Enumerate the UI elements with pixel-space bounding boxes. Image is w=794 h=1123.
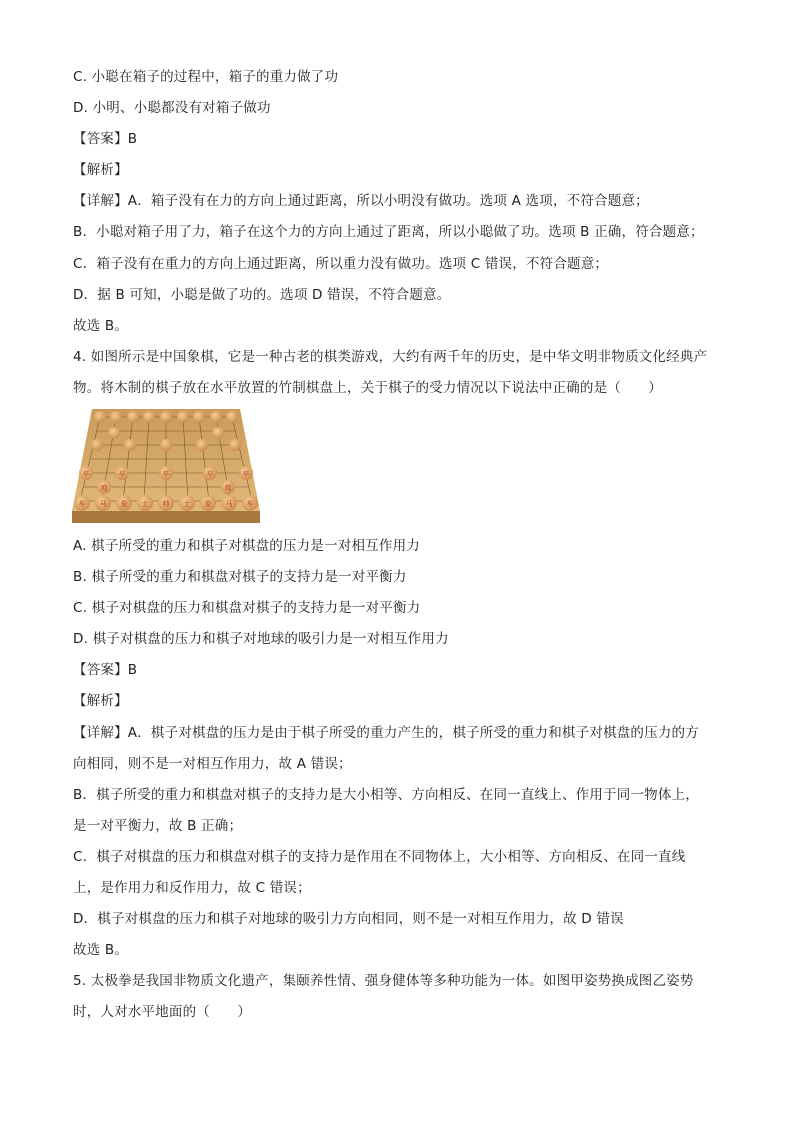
piece-label: 车	[78, 500, 86, 508]
q4-analysis-label: 【解析】	[73, 693, 128, 709]
q4-stem-line-2: 物。将木制的棋子放在水平放置的竹制棋盘上，关于棋子的受力情况以下说法中正确的是（ ）	[73, 380, 663, 396]
piece-label: 炮	[224, 484, 232, 492]
piece-label: 卒	[206, 470, 214, 478]
q3-conclusion: 故选 B。	[73, 318, 129, 334]
q4-detail-c-line-2: 上，是作用力和反作用力，故 C 错误；	[73, 880, 311, 896]
piece-label: 卒	[82, 470, 90, 478]
q4-answer: 【答案】B	[73, 662, 138, 678]
q3-analysis-label: 【解析】	[73, 162, 128, 178]
piece-label: 士	[141, 500, 149, 508]
q4-stem-line-1: 4. 如图所示是中国象棋，它是一种古老的棋类游戏，大约有两千年的历史，是中华文明非物质文化经典产	[73, 349, 708, 365]
piece-label: 车	[246, 500, 254, 508]
piece-label: 卒	[118, 470, 126, 478]
q4-option-d: D. 棋子对棋盘的压力和棋子对地球的吸引力是一对相互作用力	[73, 631, 449, 647]
piece-label: 卒	[162, 470, 170, 478]
q3-option-c: C. 小聪在箱子的过程中，箱子的重力做了功	[73, 69, 339, 85]
piece-label: 卒	[242, 470, 250, 478]
q3-detail-b: B．小聪对箱子用了力，箱子在这个力的方向上通过了距离，所以小聪做了功。选项 B 正确，符合题意；	[73, 224, 704, 240]
q4-detail-a-line-2: 向相同，则不是一对相互作用力，故 A 错误；	[73, 756, 352, 772]
q4-detail-a-line-1: 【详解】A．棋子对棋盘的压力是由于棋子所受的重力产生的，棋子所受的重力和棋子对棋盘的压力的方	[73, 725, 699, 741]
q4-conclusion: 故选 B。	[73, 942, 129, 958]
piece-label: 炮	[100, 484, 108, 492]
q4-option-c: C. 棋子对棋盘的压力和棋盘对棋子的支持力是一对平衡力	[73, 600, 421, 616]
piece-label: 象	[204, 500, 212, 508]
q4-option-b: B. 棋子所受的重力和棋盘对棋子的支持力是一对平衡力	[73, 569, 407, 585]
board-edge	[72, 511, 260, 523]
q3-detail-d: D．据 B 可知，小聪是做了功的。选项 D 错误，不符合题意。	[73, 287, 451, 303]
q3-detail-a: 【详解】A．箱子没有在力的方向上通过距离，所以小明没有做功。选项 A 选项，不符合题意；	[73, 193, 649, 209]
q3-answer: 【答案】B	[73, 131, 138, 147]
piece-label: 象	[120, 500, 128, 508]
q4-detail-d: D．棋子对棋盘的压力和棋子对地球的吸引力方向相同，则不是一对相互作用力，故 D 错误	[73, 911, 624, 927]
q3-detail-c: C．箱子没有在重力的方向上通过距离，所以重力没有做功。选项 C 错误，不符合题意；	[73, 256, 609, 272]
piece-label: 马	[225, 500, 233, 508]
q4-detail-b-line-1: B．棋子所受的重力和棋盘对棋子的支持力是大小相等、方向相反、在同一直线上、作用于同一物体上，	[73, 787, 699, 803]
piece-label: 帅	[162, 500, 170, 508]
q3-option-d: D. 小明、小聪都没有对箱子做功	[73, 100, 271, 116]
chinese-chess-figure	[72, 407, 260, 525]
piece-label: 马	[99, 500, 107, 508]
q5-stem-line-2: 时，人对水平地面的（ ）	[73, 1004, 252, 1020]
q5-stem-line-1: 5. 太极拳是我国非物质文化遗产，集颐养性情、强身健体等多种功能为一体。如图甲姿势换成图乙姿势	[73, 973, 694, 989]
q4-option-a: A. 棋子所受的重力和棋子对棋盘的压力是一对相互作用力	[73, 538, 420, 554]
piece-label: 士	[183, 500, 191, 508]
q4-detail-c-line-1: C．棋子对棋盘的压力和棋盘对棋子的支持力是作用在不同物体上，大小相等、方向相反、在同一直线	[73, 849, 686, 865]
chess-board-image	[72, 407, 260, 525]
q4-detail-b-line-2: 是一对平衡力，故 B 正确；	[73, 818, 243, 834]
